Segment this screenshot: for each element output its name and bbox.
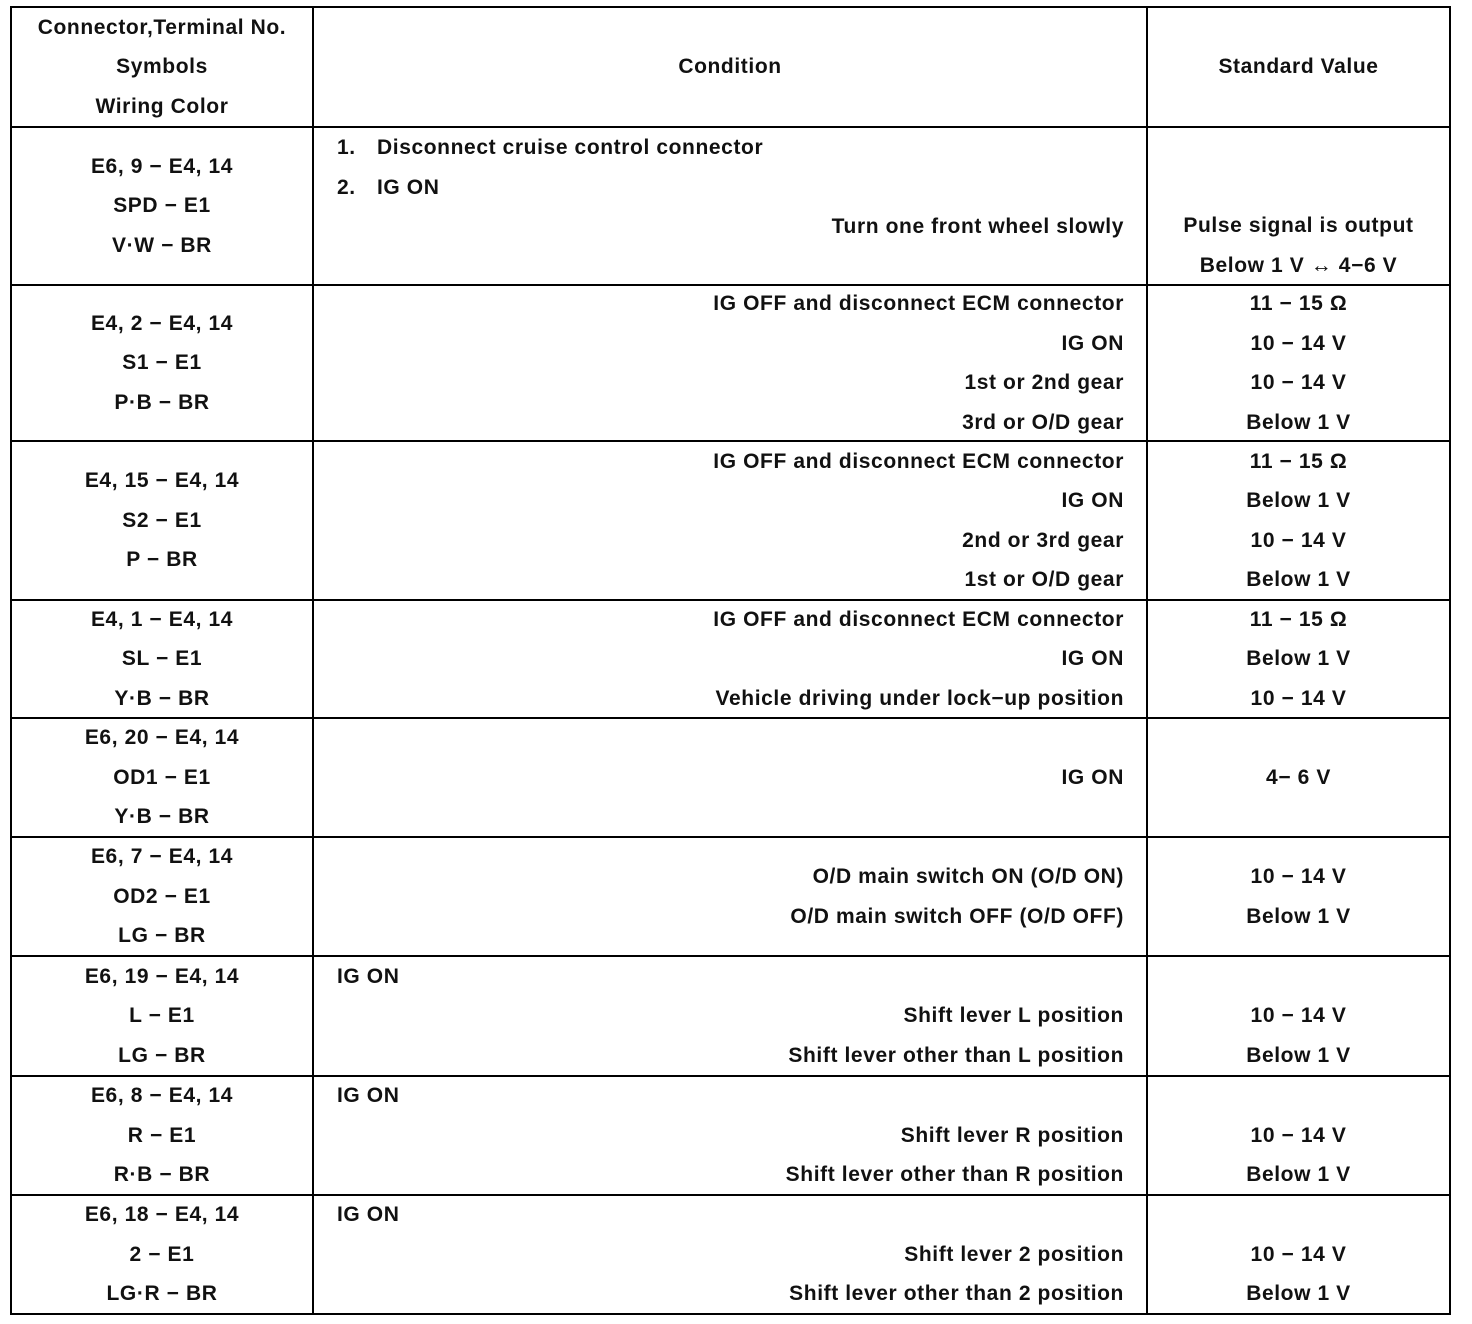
standard-value: Below 1 V [1246, 410, 1351, 434]
condition-cell [314, 286, 1148, 442]
condition-cell [314, 1077, 1148, 1196]
precondition-line: IG ON [337, 1084, 400, 1108]
condition-line: Shift lever 2 position [904, 1242, 1124, 1266]
condition-line: Shift lever other than 2 position [789, 1282, 1124, 1306]
terminal-pair: E4, 2 − E4, 14 [90, 311, 234, 335]
terminal-pair: E6, 7 − E4, 14 [90, 845, 234, 869]
standard-value: 4− 6 V [1266, 765, 1331, 789]
condition-cell [314, 442, 1148, 601]
condition-line: 3rd or O/D gear [962, 410, 1124, 434]
precondition-line: IG ON [337, 964, 400, 988]
terminal-symbols: SL − E1 [121, 647, 203, 671]
terminal-symbols: OD2 − E1 [113, 884, 211, 908]
standard-value-cell [1148, 957, 1451, 1077]
standard-value: 11 − 15 Ω [1249, 292, 1348, 315]
terminal-symbols: S1 − E1 [122, 351, 202, 375]
condition-line: Shift lever L position [903, 1004, 1124, 1028]
wiring-color: P − BR [126, 548, 198, 572]
condition-line: Shift lever other than L position [788, 1043, 1124, 1067]
standard-value: Below 1 V [1246, 1043, 1351, 1067]
standard-value: Below 1 V [1246, 1163, 1351, 1187]
terminal-cell [12, 128, 314, 286]
terminal-cell [12, 838, 314, 957]
step-text: IG ON [377, 175, 440, 199]
blank-line [1148, 1076, 1449, 1116]
standard-value: Pulse signal is output [1183, 214, 1414, 237]
standard-value-cell [1148, 601, 1451, 719]
standard-value: 10 − 14 V [1250, 528, 1347, 552]
condition-line: 1st or O/D gear [964, 568, 1124, 591]
blank-line [1148, 957, 1449, 997]
procedure-step [337, 168, 1124, 208]
condition-line: Vehicle driving under lock−up position [715, 686, 1124, 710]
terminal-inspection-table [10, 6, 1451, 1315]
step-text: Disconnect cruise control connector [377, 136, 764, 159]
terminal-pair: E6, 20 − E4, 14 [84, 726, 240, 750]
terminal-symbols: 2 − E1 [129, 1242, 195, 1266]
standard-value: 11 − 15 Ω [1249, 449, 1348, 473]
blank-line [1148, 127, 1449, 167]
terminal-cell [12, 1196, 314, 1315]
terminal-symbols: S2 − E1 [122, 508, 202, 532]
standard-value: 10 − 14 V [1250, 865, 1347, 888]
terminal-pair: E6, 8 − E4, 14 [90, 1084, 234, 1108]
condition-line: Shift lever other than R position [785, 1163, 1124, 1187]
standard-value: Below 1 V [1246, 647, 1351, 671]
header-symbols: Symbols [116, 55, 208, 79]
standard-value: 10 − 14 V [1250, 1242, 1347, 1266]
standard-value-cell [1148, 719, 1451, 838]
condition-cell [314, 601, 1148, 719]
condition-line: IG ON [1061, 489, 1124, 512]
standard-value: Below 1 V [1246, 904, 1351, 928]
standard-value: 10 − 14 V [1250, 1004, 1347, 1028]
condition-line: IG OFF and disconnect ECM connector [713, 607, 1124, 631]
header-connector-terminal: Connector,Terminal No. [37, 15, 287, 39]
wiring-color: LG − BR [118, 924, 206, 948]
terminal-cell [12, 286, 314, 442]
terminal-symbols: R − E1 [127, 1123, 197, 1147]
condition-cell [314, 1196, 1148, 1315]
header-terminal-cell [12, 8, 314, 128]
terminal-pair: E6, 19 − E4, 14 [84, 964, 240, 988]
terminal-pair: E4, 1 − E4, 14 [90, 607, 234, 631]
wiring-color: LG·R − BR [106, 1282, 218, 1306]
standard-value-cell [1148, 1077, 1451, 1196]
condition-line: 2nd or 3rd gear [962, 528, 1124, 552]
standard-value: Below 1 V ↔ 4−6 V [1199, 253, 1398, 277]
step-number: 1. [337, 136, 356, 159]
terminal-cell [12, 601, 314, 719]
standard-value: 10 − 14 V [1250, 371, 1347, 394]
wiring-color: Y·B − BR [114, 805, 210, 829]
terminal-pair: E4, 15 − E4, 14 [84, 469, 240, 493]
wiring-color: LG − BR [118, 1043, 206, 1067]
wiring-color: P·B − BR [114, 390, 210, 414]
header-wiring-color: Wiring Color [95, 94, 229, 118]
condition-line: IG ON [1061, 647, 1124, 671]
condition-line: Shift lever R position [900, 1123, 1124, 1147]
condition-line: O/D main switch OFF (O/D OFF) [790, 904, 1124, 928]
standard-value-cell [1148, 286, 1451, 442]
standard-value: 11 − 15 Ω [1249, 607, 1348, 631]
precondition-line: IG ON [337, 1203, 400, 1227]
condition-line: Turn one front wheel slowly [831, 215, 1124, 238]
wiring-color: R·B − BR [113, 1163, 211, 1187]
condition-cell [314, 838, 1148, 957]
condition-line: IG ON [1061, 331, 1124, 355]
blank-line [337, 247, 1124, 287]
terminal-cell [12, 957, 314, 1077]
condition-line: IG OFF and disconnect ECM connector [713, 449, 1124, 473]
terminal-pair: E6, 9 − E4, 14 [90, 154, 234, 178]
standard-value: 10 − 14 V [1250, 686, 1347, 710]
terminal-symbols: L − E1 [129, 1004, 195, 1028]
condition-line: IG ON [1061, 765, 1124, 789]
terminal-pair: E6, 18 − E4, 14 [84, 1203, 240, 1227]
condition-cell [314, 128, 1148, 286]
standard-value: 10 − 14 V [1250, 331, 1347, 355]
standard-value-cell [1148, 1196, 1451, 1315]
condition-cell [314, 719, 1148, 838]
wiring-color: Y·B − BR [114, 686, 210, 710]
standard-value-cell [1148, 442, 1451, 601]
standard-value: Below 1 V [1246, 568, 1351, 591]
wiring-color: V·W − BR [112, 233, 212, 257]
procedure-step [337, 128, 1124, 168]
standard-value: Below 1 V [1246, 1282, 1351, 1306]
condition-line: O/D main switch ON (O/D ON) [812, 865, 1124, 888]
terminal-symbols: SPD − E1 [113, 194, 211, 218]
header-standard-value: Standard Value [1218, 55, 1379, 79]
terminal-cell [12, 442, 314, 601]
standard-value: 10 − 14 V [1250, 1123, 1347, 1147]
condition-line: IG OFF and disconnect ECM connector [713, 292, 1124, 315]
standard-value: Below 1 V [1246, 489, 1351, 512]
standard-value-cell [1148, 128, 1451, 286]
step-number: 2. [337, 175, 356, 199]
condition-cell [314, 957, 1148, 1077]
header-standard-value-cell [1148, 8, 1451, 128]
terminal-symbols: OD1 − E1 [113, 765, 211, 789]
condition-line: 1st or 2nd gear [964, 371, 1124, 394]
blank-line [1148, 167, 1449, 207]
header-condition: Condition [678, 55, 782, 79]
header-condition-cell [314, 8, 1148, 128]
terminal-cell [12, 719, 314, 838]
terminal-cell [12, 1077, 314, 1196]
blank-line [1148, 1195, 1449, 1235]
standard-value-cell [1148, 838, 1451, 957]
